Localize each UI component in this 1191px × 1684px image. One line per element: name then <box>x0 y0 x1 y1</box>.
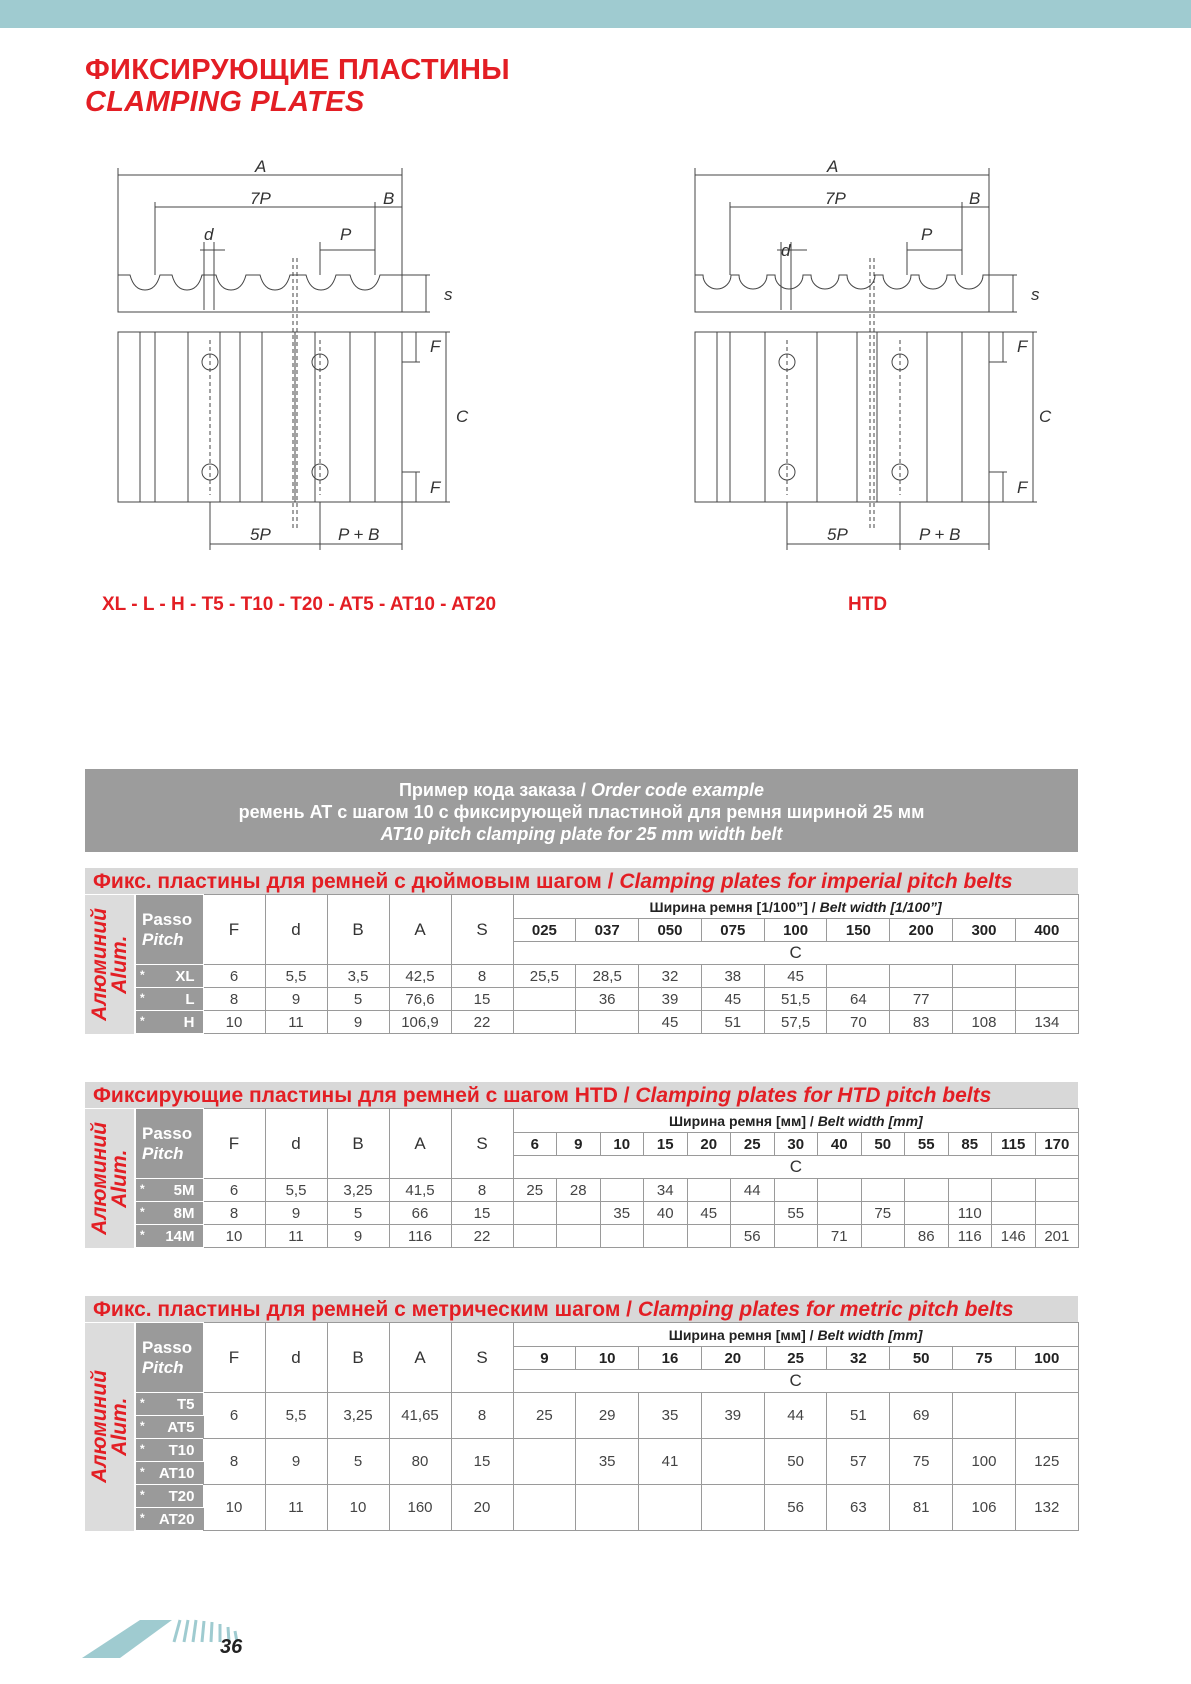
c-label: C <box>513 1370 1078 1393</box>
section-header-imperial <box>85 866 1078 894</box>
dim-label-a: A <box>255 157 267 176</box>
top-color-bar <box>0 0 1191 28</box>
c-label: C <box>513 942 1078 965</box>
dim-label-b: B <box>969 189 981 208</box>
table-row: * 8M 8 9 5 66 15 35 40 45 55 75 110 <box>85 1202 1079 1225</box>
section-title-en: Clamping plates for imperial pitch belts <box>619 870 1013 893</box>
belt-width-header: Ширина ремня [мм] / Belt width [mm] <box>513 1323 1078 1347</box>
dim-label-p: P <box>340 225 352 244</box>
table-row: * L 8 9 5 76,6 15 36 39 45 51,5 64 77 <box>85 988 1078 1011</box>
col-header-d: d <box>265 1109 327 1179</box>
table-row: * T5 6 5,5 3,25 41,65 8 25 29 35 39 44 51 69 <box>85 1393 1078 1416</box>
material-label: Алюминий Alum. <box>85 1109 135 1248</box>
table-row: * T10 8 9 5 80 15 35 41 50 57 75 100 125 <box>85 1439 1078 1462</box>
dim-label-f1: F <box>1017 337 1028 356</box>
order-label-ru: Пример кода заказа / <box>398 780 586 800</box>
drawing-standard-plate <box>100 150 480 560</box>
dim-label-pb: P + B <box>338 525 380 544</box>
col-header-a: A <box>389 895 451 965</box>
order-description-ru: ремень AT с шагом 10 с фиксирующей пластиной для ремня шириной 25 мм <box>238 802 925 822</box>
table-row: * T20 10 11 10 160 20 56 63 81 106 132 <box>85 1485 1078 1508</box>
table-row: * XL 6 5,5 3,5 42,5 8 25,5 28,5 32 38 45 <box>85 965 1078 988</box>
section-header-metric <box>85 1294 1078 1322</box>
col-header-f: F <box>203 1109 265 1179</box>
table-row: * 14M 10 11 9 116 22 56 71 86 116 146 201 <box>85 1225 1079 1248</box>
section-header-htd <box>85 1080 1078 1108</box>
col-header-a: A <box>389 1109 451 1179</box>
col-header-b: B <box>327 1109 389 1179</box>
dim-label-7p: 7P <box>250 189 271 208</box>
dim-label-p: P <box>921 225 933 244</box>
col-header-b: B <box>327 1323 389 1393</box>
pitch-header: Passo Pitch <box>135 1323 203 1393</box>
pitch-header: Passo Pitch <box>135 895 203 965</box>
page-title-en: CLAMPING PLATES <box>85 86 365 118</box>
table-metric: Алюминий Alum. Passo Pitch F d B A S Ширина ремня [мм] / Belt width [mm] 9 10 16 20 25 32 50 75 100 C * T5 6 5,5 3,25 41,65 8 25 29 35 39 44 51 69 * AT5 * T10 8 9 5 80 15 35 41 50 57 75 100 125 * AT10 * T20 10 11 10 160 20 56 63 81 106 132 * AT20 <box>85 1322 1079 1531</box>
table-row: * H 10 11 9 106,9 22 45 51 57,5 70 83 108 134 <box>85 1011 1078 1034</box>
section-title-ru: Фикс. пластины для ремней с дюймовым шагом / <box>93 870 614 893</box>
section-title-en: Clamping plates for metric pitch belts <box>637 1298 1014 1321</box>
dim-label-s: s <box>1031 285 1040 304</box>
table-imperial <box>85 894 1079 1034</box>
dim-label-pb: P + B <box>919 525 961 544</box>
table-row: * 5M 6 5,5 3,25 41,5 8 25 28 34 44 <box>85 1179 1079 1202</box>
caption-standard-profiles: XL - L - H - T5 - T10 - T20 - AT5 - AT10 - AT20 <box>102 594 497 615</box>
col-header-f: F <box>203 895 265 965</box>
dim-label-7p: 7P <box>825 189 846 208</box>
belt-width-header: Ширина ремня [1/100”] / Belt width [1/100”] <box>513 895 1078 919</box>
section-title-ru: Фикс. пластины для ремней с метрическим шагом / <box>93 1298 633 1321</box>
pitch-header: Passo Pitch <box>135 1109 203 1179</box>
width-row: 6 9 10 15 20 25 30 40 50 55 85 115 170 <box>85 1133 1079 1156</box>
col-header-s: S <box>451 895 513 965</box>
order-label-en: Order code example <box>590 780 765 800</box>
col-header-d: d <box>265 1323 327 1393</box>
order-description-en: AT10 pitch clamping plate for 25 mm width belt <box>380 824 783 844</box>
drawing-htd-plate <box>677 150 1057 560</box>
col-header-s: S <box>451 1323 513 1393</box>
col-header-s: S <box>451 1109 513 1179</box>
dim-label-5p: 5P <box>827 525 848 544</box>
page-number: 36 <box>220 1636 243 1658</box>
dim-label-s: s <box>444 285 453 304</box>
dim-label-5p: 5P <box>250 525 271 544</box>
dim-label-b: B <box>383 189 395 208</box>
dim-label-f1: F <box>430 337 441 356</box>
dim-label-f2: F <box>1017 478 1028 497</box>
page-title-ru: ФИКСИРУЮЩИЕ ПЛАСТИНЫ <box>85 54 510 86</box>
dim-label-d: d <box>781 241 791 260</box>
section-title-en: Clamping plates for HTD pitch belts <box>635 1084 992 1107</box>
section-title-ru: Фиксирующие пластины для ремней с шагом HTD / <box>93 1084 630 1107</box>
width-row: 025 037 050 075 100 150 200 300 400 <box>85 919 1078 942</box>
col-header-a: A <box>389 1323 451 1393</box>
table-htd <box>85 1108 1079 1248</box>
material-label: Алюминий Alum. <box>85 895 135 1034</box>
width-row: 9 10 16 20 25 32 50 75 100 <box>85 1347 1078 1370</box>
belt-width-header: Ширина ремня [мм] / Belt width [mm] <box>513 1109 1079 1133</box>
dim-label-c: C <box>456 407 469 426</box>
dim-label-a: A <box>827 157 839 176</box>
dim-label-f2: F <box>430 478 441 497</box>
material-label: Алюминий Alum. <box>85 1323 135 1531</box>
col-header-f: F <box>203 1323 265 1393</box>
col-header-d: d <box>265 895 327 965</box>
order-code-example <box>85 769 1078 852</box>
c-label: C <box>513 1156 1079 1179</box>
dim-label-c: C <box>1039 407 1052 426</box>
col-header-b: B <box>327 895 389 965</box>
dim-label-d: d <box>204 225 214 244</box>
caption-htd: HTD <box>848 594 888 615</box>
